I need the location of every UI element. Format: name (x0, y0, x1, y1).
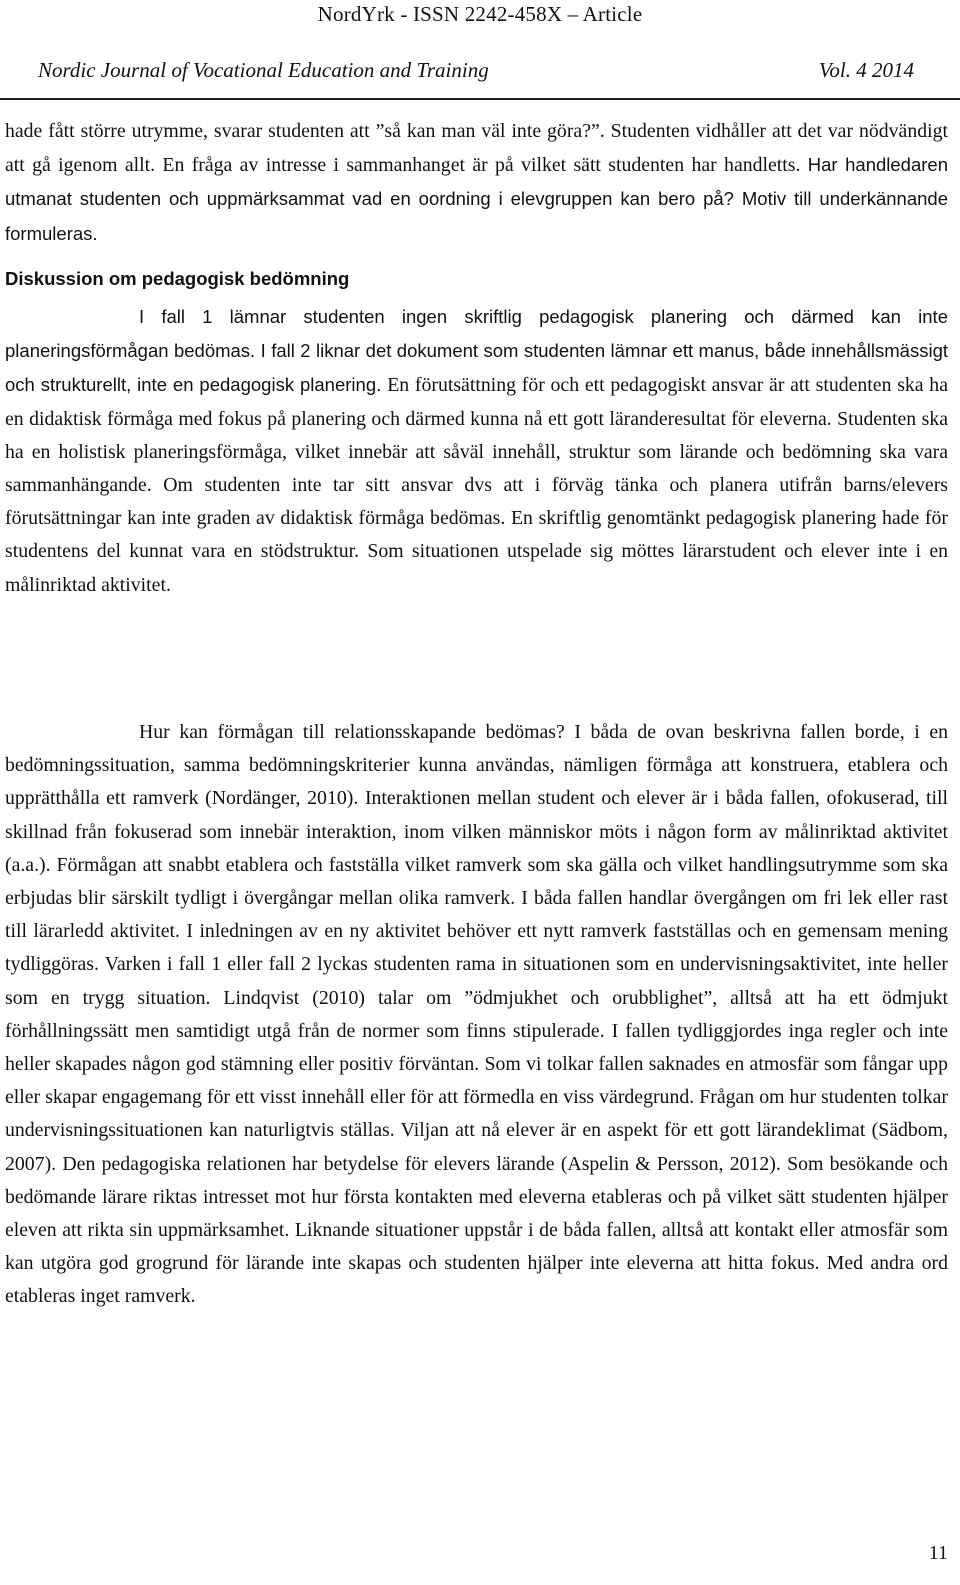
paragraph-2-part1: I fall 1 lämnar studenten ingen skriftlig pedagogisk planering och därmed kan inte planeringsförmågan bedömas. I fall 2 liknar det dokument som studenten lämnar ett manus, både innehållsmässigt och strukturellt, inte en pedagogisk planering. (5, 306, 948, 396)
journal-issn-line: NordYrk - ISSN 2242-458X – Article (317, 2, 643, 26)
paragraph-2 (5, 300, 948, 602)
section-heading: Diskussion om pedagogisk bedömning (5, 268, 350, 289)
page-number: 11 (928, 1542, 948, 1564)
paragraph-3: Hur kan förmågan till relationsskapande bedömas? I båda de ovan beskrivna fallen borde, i en bedömningssituation, samma bedömningskriterier kunna användas, nämligen förmåga att konstruera, etablera och upprätthålla ett ramverk (Nordänger, 2010). Interaktionen mellan student och elever är i båda fallen, ofokuserad, till skillnad från fokuserad som innebär interaktion, inom vilken människor möts i någon form av målinriktad aktivitet (a.a.). Förmågan att snabbt etablera och fastställa vilket ramverk som ska gälla och vilket handlingsutrymme som ska erbjudas blir särskilt tydligt i övergångar mellan olika ramverk. I båda fallen handlar övergången om fri lek eller rast till lärarledd aktivitet. I inledningen av en ny aktivitet behöver ett nytt ramverk fastställas och en gemensam mening tydliggöras. Varken i fall 1 eller fall 2 lyckas studenten rama in situationen som en undervisningsaktivitet, inte heller som en trygg situation. Lindqvist (2010) talar om ”ödmjukhet och orubblighet”, alltså att ha ett ödmjukt förhållningssätt men samtidigt utgå från de normer som finns stipulerade. I fallen tydliggjordes inga regler och inte heller skapades någon god stämning eller positiv förväntan. Som vi tolkar fallen saknades en atmosfär som fångar upp eller skapar engagemang för ett visst innehåll eller för att förmedla en viss värdegrund. Frågan om hur studenten tolkar undervisningssituationen kan naturligtvis ställas. Viljan att nå elever är en aspekt för ett gott lärandeklimat (Sädbom, 2007). Den pedagogiska relationen har betydelse för elevers lärande (Aspelin & Persson, 2012). Som besökande och bedömande lärare riktas intresset mot hur första kontakten med eleverna etableras och på vilket sätt studenten hjälper eleven att rikta sin uppmärksamhet. Liknande situationer uppstår i de båda fallen, alltså att kontakt eller atmosfär som kan utgöra god grogrund för lärande inte skapas och studenten hjälper inte eleverna att hitta fokus. Med andra ord etableras inget ramverk. (5, 721, 948, 1308)
paragraph-2-part2: En förutsättning för och ett pedagogiskt ansvar är att studenten ska ha en didaktisk förmåga med fokus på planering och därmed kunna nå ett gott läranderesultat för eleverna. Studenten ska ha en holistisk planeringsförmåga, vilket innebär att såväl innehåll, struktur som lärande och bedömning ska vara sammanhängande. Om studenten inte tar sitt ansvar dvs att i förväg tänka och planera utifrån barns/elevers förutsättningar kan inte graden av didaktisk förmåga bedömas. En skriftlig genomtänkt pedagogisk planering hade för studentens del kunnat vara en stödstruktur. Som situationen utspelade sig möttes lärarstudent och elever inte i en målinriktad aktivitet. (5, 374, 948, 596)
volume-label: Vol. 4 2014 (818, 58, 914, 82)
paragraph-1 (5, 115, 948, 251)
page-header (0, 0, 960, 100)
header-rule (0, 98, 960, 100)
paragraph-1-part2: Har handledaren utmanat studenten och uppmärksammat vad en oordning i elevgruppen kan bero på? Motiv till underkännande formuleras. (5, 154, 948, 244)
paragraph-1-part1: hade fått större utrymme, svarar studenten att ”så kan man väl inte göra?”. Studenten vidhåller att det var nödvändigt att gå igenom allt. En fråga av intresse i sammanhanget är på vilket sätt studenten har handletts. (5, 120, 948, 177)
journal-title: Nordic Journal of Vocational Education and Training (38, 58, 489, 82)
